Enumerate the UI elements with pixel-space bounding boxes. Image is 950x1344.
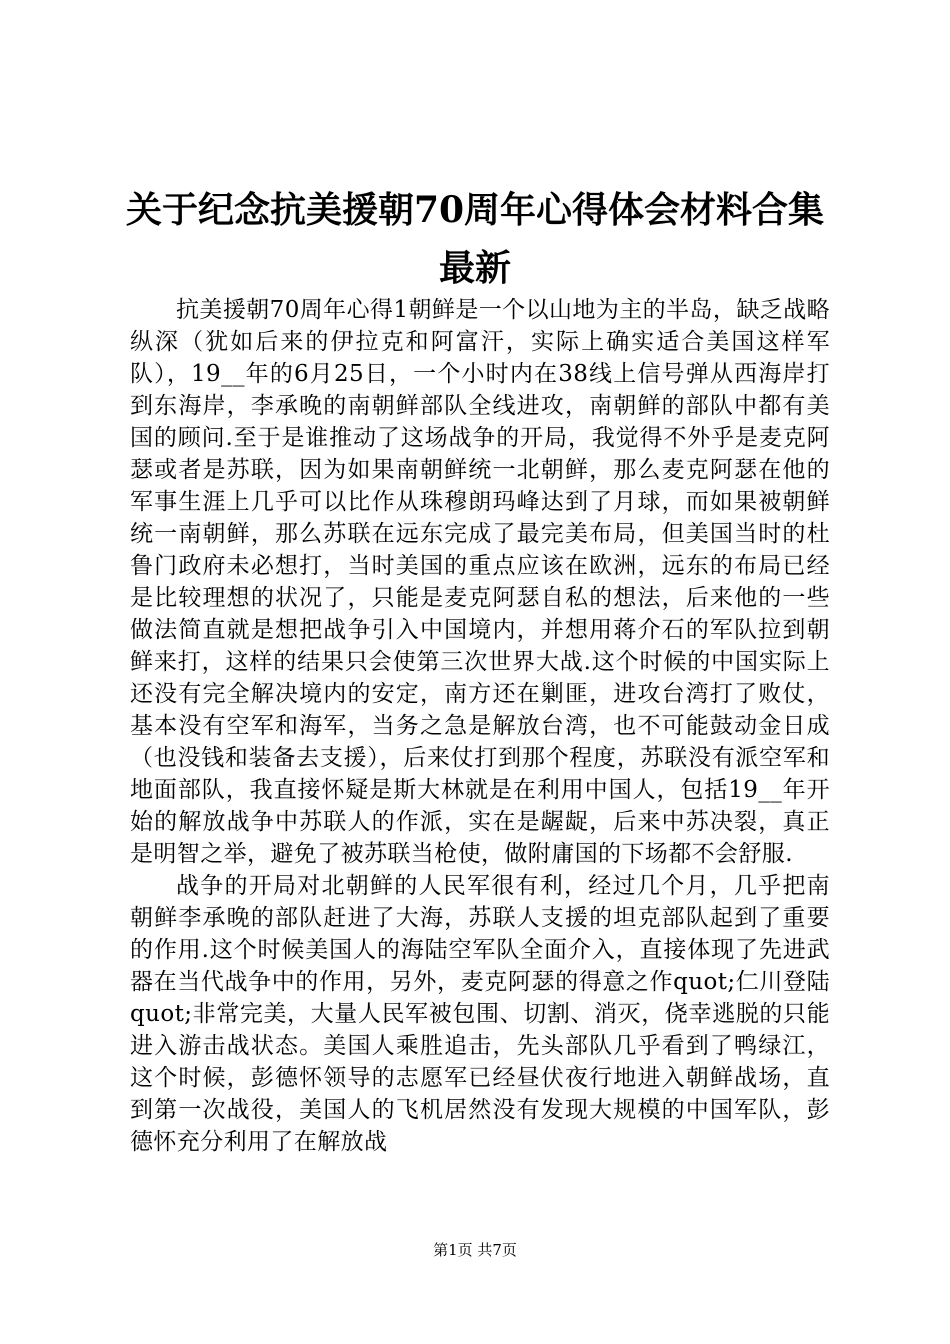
- document-body: [130, 294, 830, 1158]
- page-footer: 第1页 共7页: [433, 1241, 517, 1259]
- document-title-line1: 关于纪念抗美援朝70周年心得体会材料合集: [125, 189, 825, 231]
- paragraph-2: 战争的开局对北朝鲜的人民军很有利，经过几个月，几乎把南朝鲜李承晚的部队赶进了大海，苏联人支援的坦克部队起到了重要的作用.这个时候美国人的海陆空军队全面介入，直接体现了先进武器在当代战争中的作用，另外，麦克阿瑟的得意之作quot;仁川登陆quot;非常完美，大量人民军被包围、切割、消灭，侥幸逃脱的只能进入游击战状态。美国人乘胜追击，先头部队几乎看到了鸭绿江，这个时候，彭德怀领导的志愿军已经昼伏夜行地进入朝鲜战场，直到第一次战役，美国人的飞机居然没有发现大规模的中国军队，彭德怀充分利用了在解放战: [130, 873, 830, 1155]
- document-title-line2: 最新: [438, 247, 511, 289]
- paragraph-1: 抗美援朝70周年心得1朝鲜是一个以山地为主的半岛，缺乏战略纵深（犹如后来的伊拉克和阿富汗，实际上确实适合美国这样军队），19__年的6月25日，一个小时内在38线上信号弹从西海岸打到东海岸，李承晚的南朝鲜部队全线进攻，南朝鲜的部队中都有美国的顾问.至于是谁推动了这场战争的开局，我觉得不外乎是麦克阿瑟或者是苏联，因为如果南朝鲜统一北朝鲜，那么麦克阿瑟在他的军事生涯上几乎可以比作从珠穆朗玛峰达到了月球，而如果被朝鲜统一南朝鲜，那么苏联在远东完成了最完美布局，但美国当时的杜鲁门政府未必想打，当时美国的重点应该在欧洲，远东的布局已经是比较理想的状况了，只能是麦克阿瑟自私的想法，后来他的一些做法简直就是想把战争引入中国境内，并想用蒋介石的军队拉到朝鲜来打，这样的结果只会使第三次世界大战.这个时候的中国实际上还没有完全解决境内的安定，南方还在剿匪，进攻台湾打了败仗，基本没有空军和海军，当务之急是解放台湾，也不可能鼓动金日成（也没钱和装备去支援），后来仗打到那个程度，苏联没有派空军和地面部队，我直接怀疑是斯大林就是在利用中国人，包括19__年开始的解放战争中苏联人的作派，实在是龌龊，后来中苏决裂，真正是明智之举，避免了被苏联当枪使，做附庸国的下场都不会舒服.: [130, 297, 830, 867]
